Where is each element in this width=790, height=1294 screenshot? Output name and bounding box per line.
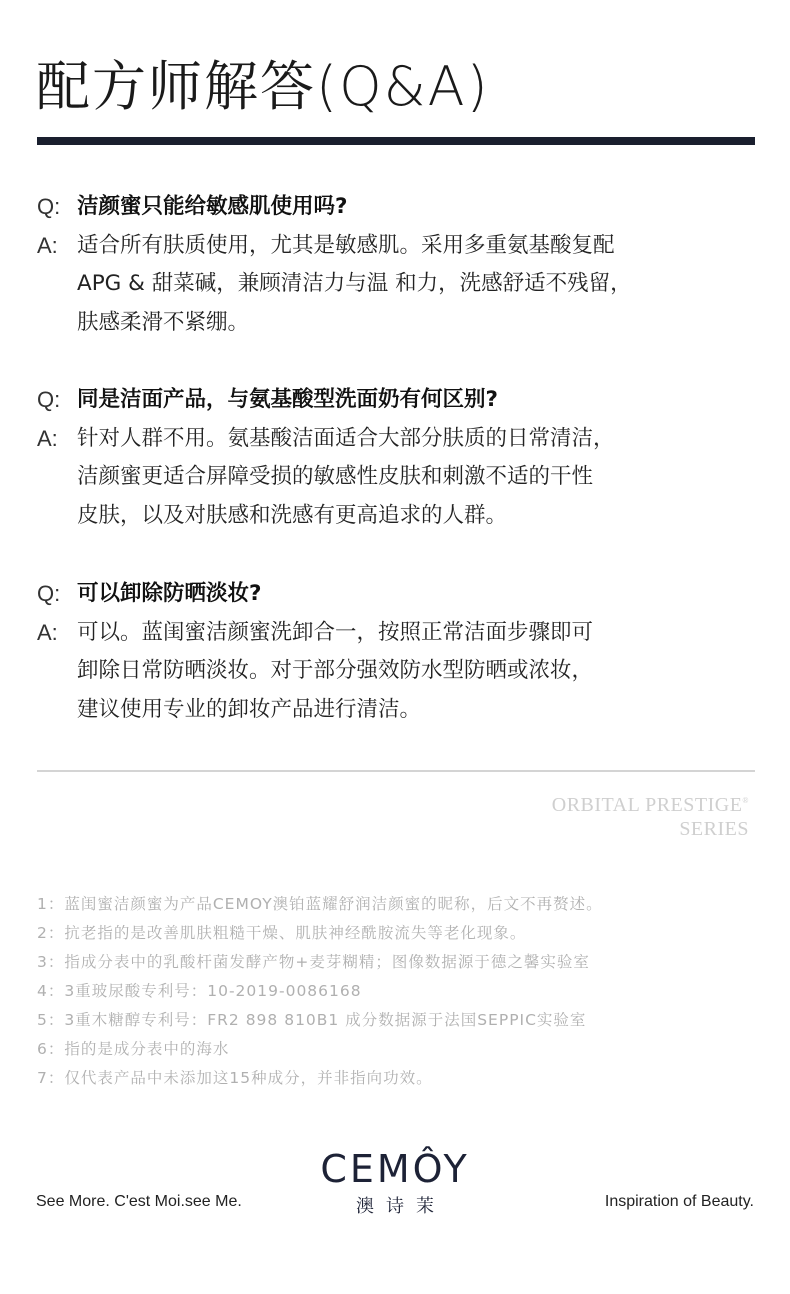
footnote: 1：蓝闺蜜洁颜蜜为产品CEMOY澳铂蓝耀舒润洁颜蜜的昵称，后文不再赘述。: [37, 895, 603, 913]
title-rule: [37, 137, 755, 145]
footnote: 3：指成分表中的乳酸杆菌发酵产物+麦芽糊精；图像数据源于德之馨实验室: [37, 953, 590, 971]
answer-row: [37, 420, 757, 459]
slogan-left: See More. C'est Moi.see Me.: [36, 1193, 242, 1210]
question-marker: Q:: [37, 387, 61, 412]
question-marker: Q:: [37, 194, 61, 219]
answer-line: 洁颜蜜更适合屏障受损的敏感性皮肤和刺激不适的干性: [77, 464, 594, 489]
question-row: [37, 575, 757, 614]
section-divider: [37, 770, 755, 772]
answer-line: 针对人群不用。氨基酸洁面适合大部分肤质的日常清洁，: [77, 425, 615, 451]
brand-chinese-name: 澳诗茉: [356, 1196, 446, 1217]
series-line-2: SERIES: [679, 818, 749, 840]
question-row: [37, 188, 757, 227]
answer-marker: A:: [37, 232, 58, 258]
footnote: 7：仅代表产品中未添加这15种成分，并非指向功效。: [37, 1069, 433, 1087]
answer-line: 肤感柔滑不紧绷。: [77, 309, 250, 335]
answer-line: 卸除日常防晒淡妆。对于部分强效防水型防晒或浓妆，: [77, 658, 594, 683]
qa-item-1: [37, 188, 757, 342]
series-watermark: [552, 793, 749, 841]
answer-row: [37, 227, 757, 266]
answer-line: 适合所有肤质使用，尤其是敏感肌。采用多重氨基酸复配: [77, 232, 615, 258]
answer-line: 可以。蓝闺蜜洁颜蜜洗卸合一，按照正常洁面步骤即可: [77, 619, 594, 645]
series-line-1: ORBITAL PRESTIGE®: [551, 794, 749, 816]
answer-line: 建议使用专业的卸妆产品进行清洁。: [77, 696, 422, 722]
question-text: 洁颜蜜只能给敏感肌使用吗?: [77, 194, 348, 219]
brand-logo: CEMÔY: [320, 1147, 470, 1191]
registered-mark: ®: [742, 796, 749, 805]
answer-marker: A:: [37, 425, 58, 451]
answer-marker: A:: [37, 619, 58, 645]
footnotes: [37, 890, 603, 1093]
question-text: 可以卸除防晒淡妆?: [77, 581, 262, 606]
question-row: [37, 381, 757, 420]
footnote: 6：指的是成分表中的海水: [37, 1040, 230, 1058]
answer-line: APG & 甜菜碱，兼顾清洁力与温 和力，洗感舒适不残留，: [77, 271, 632, 296]
question-text: 同是洁面产品，与氨基酸型洗面奶有何区别?: [77, 387, 498, 412]
answer-line: 皮肤，以及对肤感和洗感有更高追求的人群。: [77, 502, 508, 528]
answer-row: [37, 614, 757, 653]
footnote: 4：3重玻尿酸专利号：10-2019-0086168: [37, 982, 362, 1000]
qa-item-2: [37, 381, 757, 535]
footnote: 2：抗老指的是改善肌肤粗糙干燥、肌肤神经酰胺流失等老化现象。: [37, 924, 527, 942]
footnote: 5：3重木糖醇专利号：FR2 898 810B1 成分数据源于法国SEPPIC实验室: [37, 1011, 587, 1029]
page-title: 配方师解答(Q&A): [36, 55, 490, 118]
qa-item-3: [37, 575, 757, 729]
slogan-right: Inspiration of Beauty.: [604, 1193, 754, 1210]
question-marker: Q:: [37, 581, 61, 606]
